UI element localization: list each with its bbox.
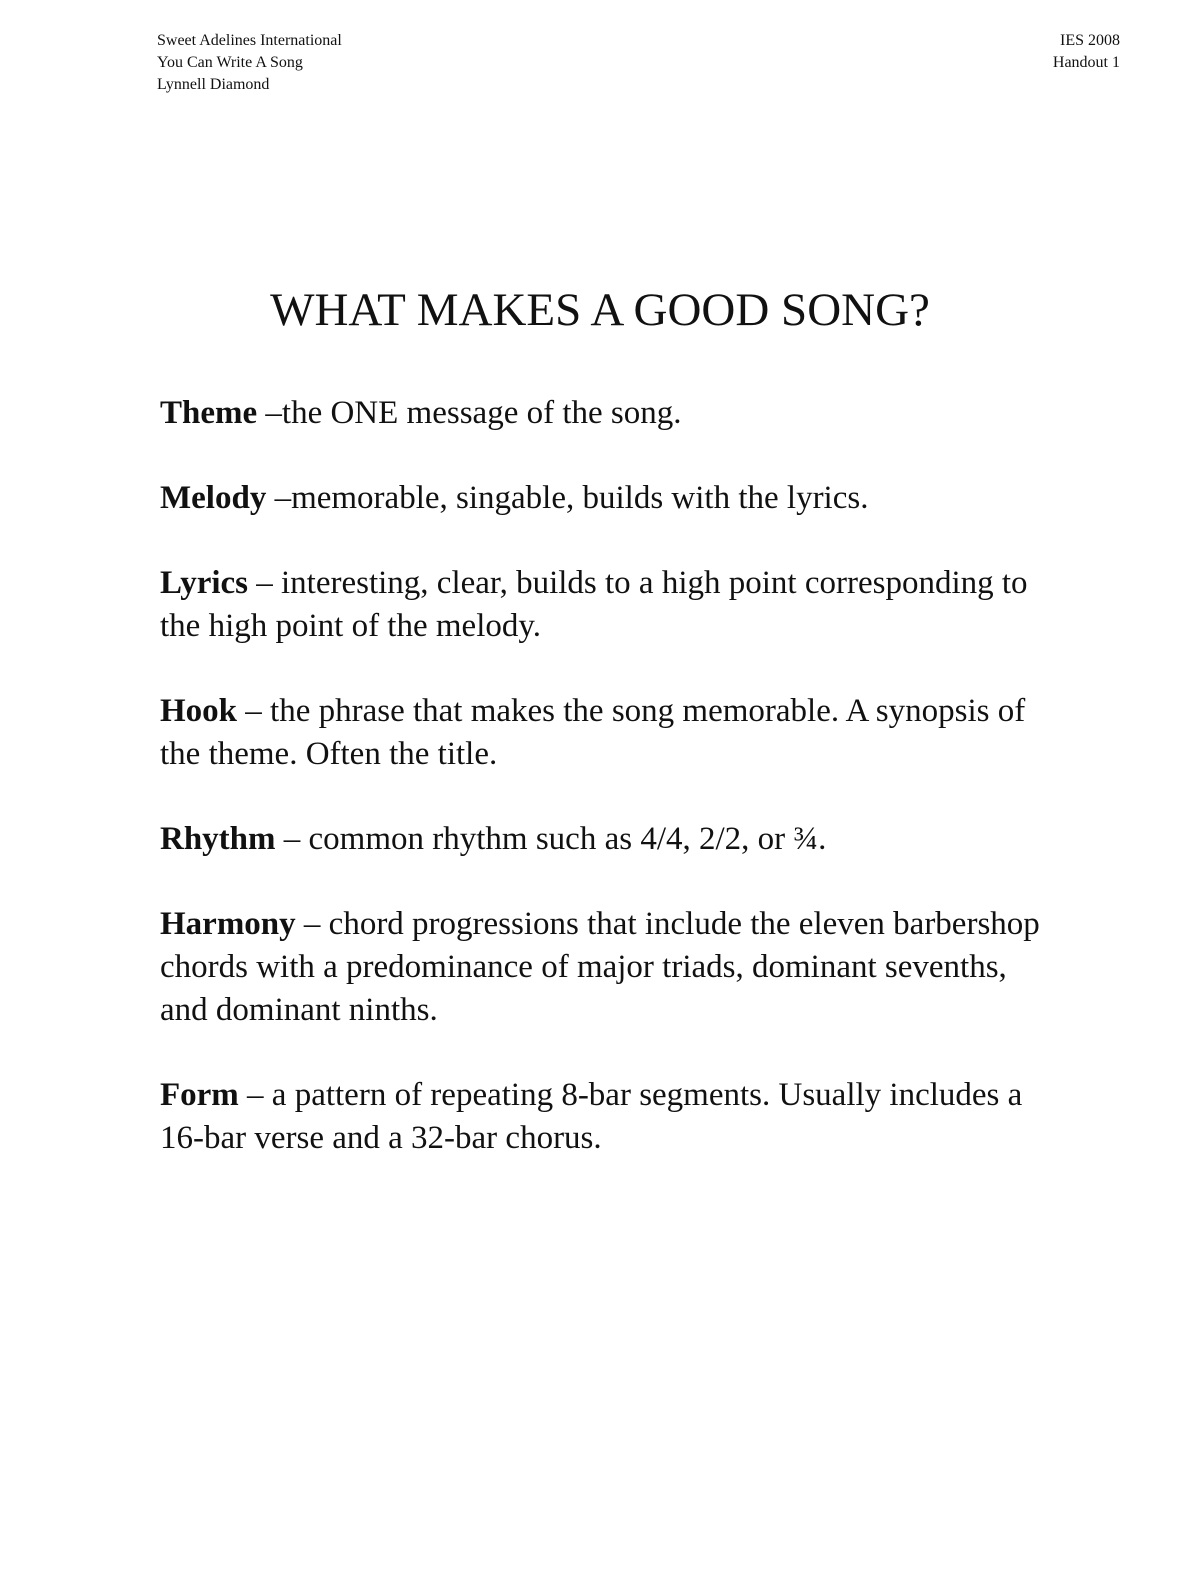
header-author: Lynnell Diamond [157, 76, 270, 93]
header-course: You Can Write A Song [157, 54, 303, 71]
list-item-melody [160, 477, 1040, 520]
page-title: WHAT MAKES A GOOD SONG? [270, 284, 930, 336]
item-description: – the phrase that makes the song memorable. A synopsis of the theme. Often the title. [160, 693, 1026, 772]
item-description: – chord progressions that include the eleven barbershop chords with a predominance of major triads, dominant sevenths, and dominant ninths. [160, 906, 1040, 1028]
header-event: IES 2008 [1060, 32, 1120, 49]
item-description: – interesting, clear, builds to a high point corresponding to the high point of the melody. [160, 565, 1028, 644]
item-description: – common rhythm such as 4/4, 2/2, or ¾. [275, 821, 827, 857]
song-elements-list [160, 392, 1040, 1202]
item-description: –the ONE message of the song. [257, 395, 682, 431]
item-term: Melody [160, 480, 267, 516]
header-left [157, 30, 342, 96]
item-term: Theme [160, 395, 258, 431]
item-term: Hook [160, 693, 238, 729]
list-item-rhythm [160, 818, 1040, 861]
list-item-form [160, 1074, 1040, 1160]
header-org: Sweet Adelines International [157, 32, 342, 49]
item-term: Rhythm [160, 821, 276, 857]
header-right [1053, 30, 1120, 74]
list-item-harmony [160, 903, 1040, 1032]
header-handout: Handout 1 [1052, 54, 1120, 71]
list-item-lyrics [160, 562, 1040, 648]
item-description: –memorable, singable, builds with the lyrics. [266, 480, 869, 516]
item-term: Form [160, 1077, 239, 1113]
item-term: Lyrics [160, 565, 248, 601]
list-item-hook [160, 690, 1040, 776]
list-item-theme [160, 392, 1040, 435]
item-description: – a pattern of repeating 8-bar segments. Usually includes a 16-bar verse and a 32-bar chorus. [160, 1077, 1023, 1156]
item-term: Harmony [160, 906, 296, 942]
